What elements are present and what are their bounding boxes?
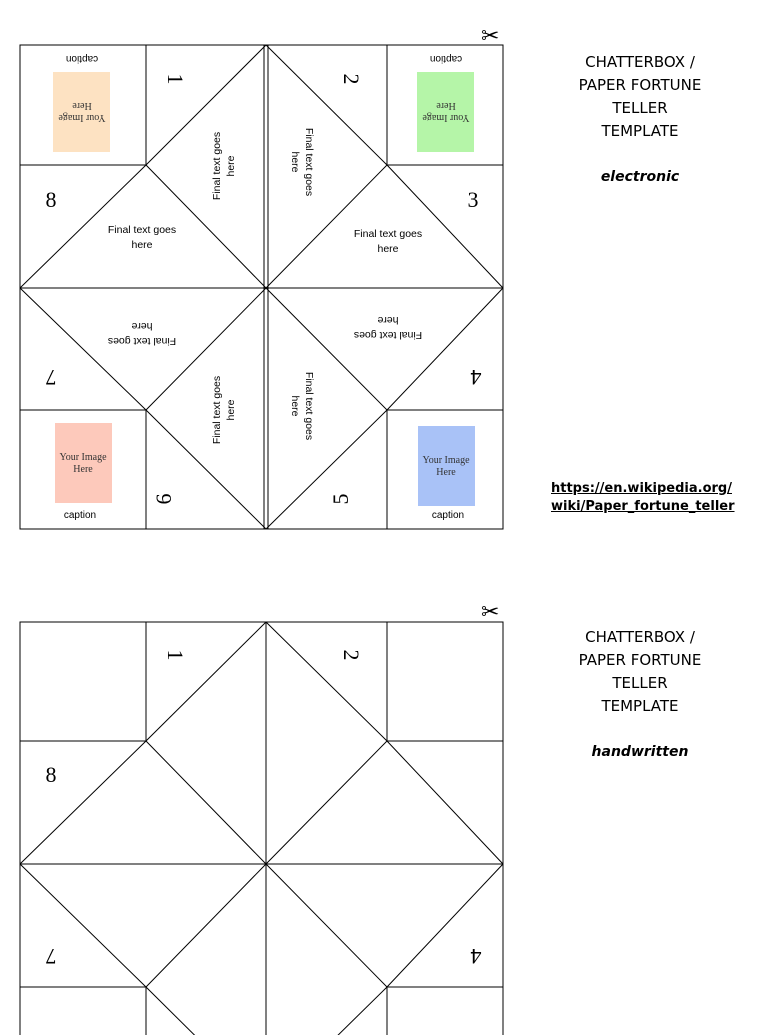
number-6: 6: [151, 493, 176, 505]
svg-text:Final text goes: Final text goes: [107, 224, 177, 236]
final-text-bottom-right: [289, 372, 315, 440]
scissors-icon: ✂: [481, 23, 500, 48]
image-placeholder-bottom-right: [418, 426, 475, 521]
mode-label: handwritten: [591, 744, 689, 760]
svg-text:Your Image: Your Image: [58, 112, 106, 123]
svg-text:here: here: [225, 399, 237, 421]
number-5: 5: [328, 493, 353, 505]
number-2: 2: [339, 649, 364, 661]
caption: caption: [63, 510, 97, 521]
link-line-2: wiki/Paper_fortune_teller: [551, 499, 735, 514]
svg-text:Here: Here: [72, 100, 92, 111]
svg-text:Here: Here: [436, 100, 456, 111]
number-2: 2: [339, 73, 364, 85]
title-line: PAPER FORTUNE: [578, 76, 702, 94]
title-line: CHATTERBOX /: [585, 53, 695, 71]
svg-text:Your Image: Your Image: [422, 112, 470, 123]
number-4: 4: [470, 944, 482, 969]
mode-label: electronic: [600, 169, 680, 185]
svg-text:Here: Here: [73, 464, 93, 475]
svg-text:Here: Here: [436, 467, 456, 478]
number-1: 1: [163, 649, 188, 661]
final-text-left: [108, 224, 176, 251]
final-text-lower-left: [108, 320, 176, 347]
fortune-teller-grid-electronic: [0, 0, 520, 560]
final-text-bottom-left: [211, 376, 237, 444]
svg-text:here: here: [131, 239, 153, 251]
number-7: 7: [45, 944, 57, 969]
caption: caption: [431, 510, 465, 521]
svg-text:here: here: [289, 151, 301, 173]
number-3: 3: [467, 187, 479, 212]
svg-text:Final text goes: Final text goes: [353, 329, 423, 341]
svg-text:here: here: [377, 314, 399, 326]
number-8: 8: [45, 187, 57, 212]
svg-text:Final text goes: Final text goes: [303, 127, 315, 197]
template-handwritten: [0, 575, 768, 1024]
svg-text:Final text goes: Final text goes: [107, 335, 177, 347]
sidebar-title-electronic: [548, 51, 732, 189]
svg-text:here: here: [377, 243, 399, 255]
title-line: TELLER: [612, 674, 668, 692]
link-line-1: https://en.wikipedia.org/: [551, 481, 732, 496]
title-line: TELLER: [612, 99, 668, 117]
svg-text:Final text goes: Final text goes: [353, 228, 423, 240]
sidebar-title-handwritten: [548, 626, 732, 764]
final-text-top-left: [211, 132, 237, 200]
final-text-lower-right: [354, 314, 422, 341]
number-4: 4: [470, 365, 482, 390]
caption: caption: [65, 53, 99, 64]
svg-text:Final text goes: Final text goes: [211, 131, 223, 201]
title-line: PAPER FORTUNE: [578, 651, 702, 669]
number-7: 7: [45, 365, 57, 390]
wikipedia-link[interactable]: [551, 480, 751, 516]
image-placeholder-top-right: [417, 53, 474, 152]
svg-text:here: here: [289, 395, 301, 417]
svg-text:Your Image: Your Image: [422, 455, 470, 466]
number-8: 8: [45, 762, 57, 787]
fortune-teller-grid-handwritten: [0, 575, 520, 1035]
number-1: 1: [163, 73, 188, 85]
title-line: TEMPLATE: [601, 697, 679, 715]
svg-text:Final text goes: Final text goes: [303, 371, 315, 441]
caption: caption: [429, 53, 463, 64]
svg-text:Final text goes: Final text goes: [211, 375, 223, 445]
svg-text:Your Image: Your Image: [59, 452, 107, 463]
final-text-right: [354, 228, 422, 255]
title-line: CHATTERBOX /: [585, 628, 695, 646]
title-line: TEMPLATE: [601, 122, 679, 140]
final-text-top-right: [289, 128, 315, 196]
scissors-icon: ✂: [481, 599, 500, 624]
image-placeholder-top-left: [53, 53, 110, 152]
svg-text:here: here: [131, 320, 153, 332]
svg-text:here: here: [225, 155, 237, 177]
image-placeholder-bottom-left: [55, 423, 112, 521]
